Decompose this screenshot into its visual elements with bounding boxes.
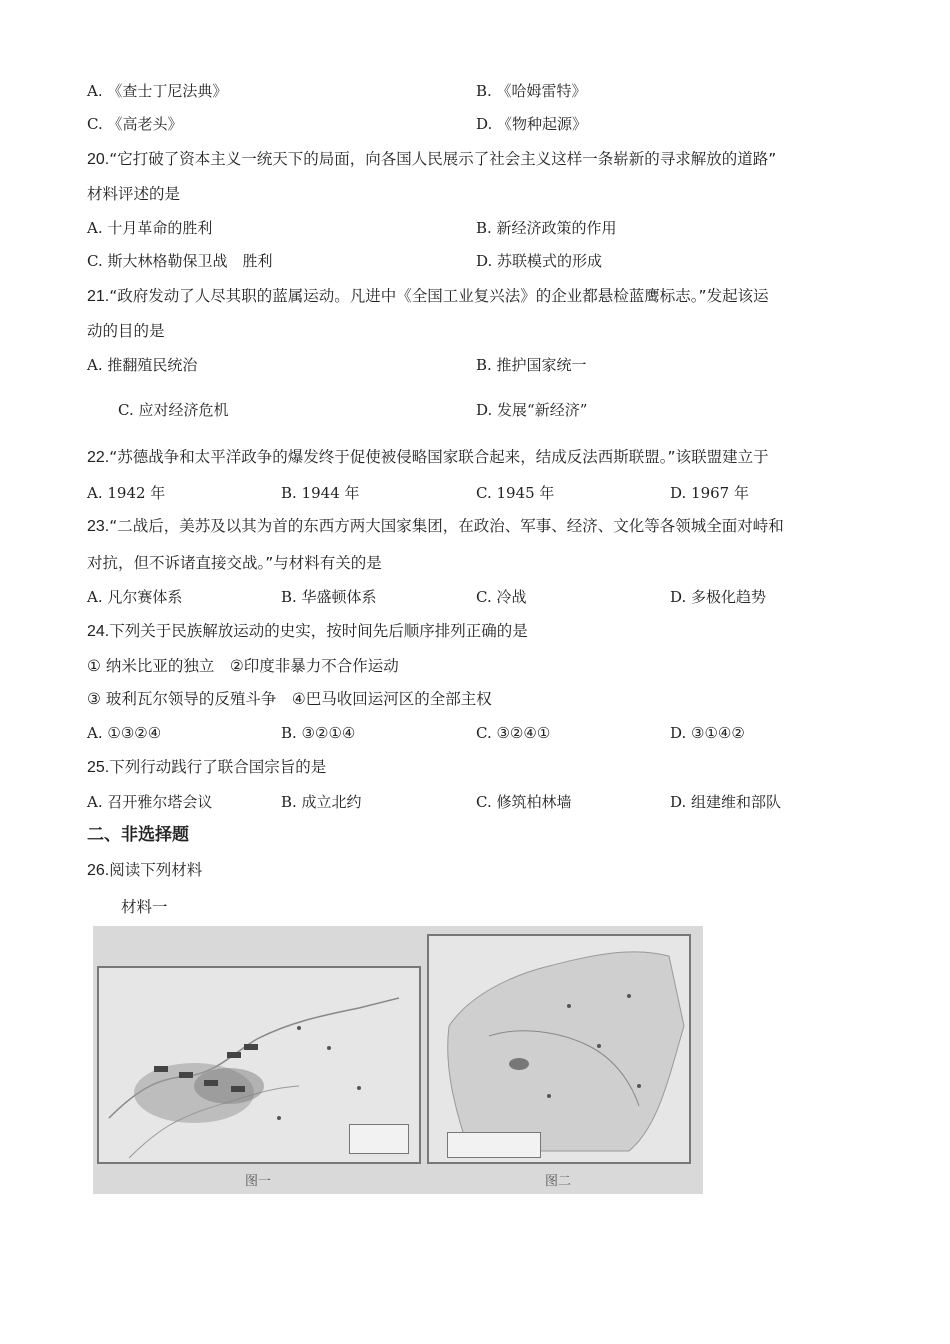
q25-option-c: C. 修筑柏林墙 (476, 793, 572, 811)
q20-number: 20. (87, 151, 110, 168)
map-one-legend (349, 1124, 409, 1154)
map-two-caption: 图二 (545, 1174, 572, 1189)
q21-stem (87, 286, 769, 307)
q20-option-b: B. 新经济政策的作用 (476, 219, 617, 237)
material-label: 材料一 (121, 898, 168, 916)
q21-option-a: A. 推翻殖民统治 (87, 356, 198, 374)
q22-option-d: D. 1967 年 (670, 484, 749, 502)
q26-number: 26. (87, 862, 110, 879)
q22-option-c: C. 1945 年 (476, 484, 555, 502)
q22-option-b: B. 1944 年 (281, 484, 360, 502)
q21-stem-line2: 动的目的是 (87, 322, 165, 340)
map-two-legend (447, 1132, 541, 1158)
q19-option-b: B. 《哈姆雷特》 (476, 82, 587, 100)
q25-number: 25. (87, 759, 110, 776)
map-two-drawing (429, 936, 689, 1162)
map-two (427, 934, 691, 1164)
section-heading: 二、非选择题 (87, 825, 189, 845)
q19-option-d: D. 《物种起源》 (476, 115, 588, 133)
q25-option-a: A. 召开雅尔塔会议 (87, 793, 213, 811)
q24-stem-line1: 下列关于民族解放运动的史实，按时间先后顺序排列正确的是 (109, 622, 528, 640)
q24-stem (87, 621, 528, 642)
q24-option-a: A. ①③②④ (87, 724, 162, 742)
q24-items-line2: ③ 玻利瓦尔领导的反殖斗争 ④巴马收回运河区的全部主权 (87, 690, 492, 708)
q23-option-a: A. 凡尔赛体系 (87, 588, 183, 606)
q20-option-a: A. 十月革命的胜利 (87, 219, 213, 237)
q24-items-line1: ① 纳米比亚的独立 ②印度非暴力不合作运动 (87, 657, 399, 675)
q25-option-b: B. 成立北约 (281, 793, 362, 811)
q20-option-d: D. 苏联模式的形成 (476, 252, 603, 270)
q20-stem-line2: 材料评述的是 (87, 185, 181, 203)
q19-option-a: A. 《查士丁尼法典》 (87, 82, 228, 100)
q24-number: 24. (87, 623, 110, 640)
q23-number: 23. (87, 518, 110, 535)
map-one (97, 966, 421, 1164)
q23-stem (87, 516, 784, 537)
q21-option-d: D. 发展“新经济” (476, 401, 588, 419)
q21-option-b: B. 推护国家统一 (476, 356, 587, 374)
q26-stem-line1: 阅读下列材料 (109, 861, 203, 879)
q21-option-c: C. 应对经济危机 (118, 401, 229, 419)
q25-stem-line1: 下列行动践行了联合国宗旨的是 (109, 758, 327, 776)
q23-option-d: D. 多极化趋势 (670, 588, 767, 606)
q20-stem-line1: “它打破了资本主义一统天下的局面，向各国人民展示了社会主义这样一条崭新的寻求解放的道路” (109, 150, 777, 168)
q23-option-c: C. 冷战 (476, 588, 527, 606)
q20-stem (87, 149, 776, 170)
q25-option-d: D. 组建维和部队 (670, 793, 782, 811)
q26-stem (87, 860, 202, 881)
q19-option-c: C. 《高老头》 (87, 115, 183, 133)
q24-option-c: C. ③②④① (476, 724, 551, 742)
q22-option-a: A. 1942 年 (87, 484, 166, 502)
q25-stem (87, 757, 326, 778)
q21-stem-line1: “政府发动了人尽其职的蓝属运动。凡进中《全国工业复兴法》的企业都悬检蓝鹰标志。”发起该运 (109, 287, 769, 305)
q22-number: 22. (87, 449, 110, 466)
q23-stem-line1: “二战后，美苏及以其为首的东西方两大国家集团，在政治、军事、经济、文化等各领城全面对峙和 (109, 517, 784, 535)
q23-option-b: B. 华盛顿体系 (281, 588, 377, 606)
q23-stem-line2: 对抗，但不诉诸直接交战。”与材料有关的是 (87, 554, 382, 572)
q22-stem (87, 447, 769, 468)
q21-number: 21. (87, 288, 110, 305)
q20-option-c: C. 斯大林格勒保卫战 胜利 (87, 252, 273, 270)
q22-stem-line1: “苏德战争和太平洋政争的爆发终于促使被侵略国家联合起来，结成反法西斯联盟。”该联盟建立于 (109, 448, 769, 466)
q24-option-d: D. ③①④② (670, 724, 745, 742)
material-figure (93, 926, 703, 1194)
map-one-caption: 图一 (245, 1174, 272, 1189)
q24-option-b: B. ③②①④ (281, 724, 356, 742)
